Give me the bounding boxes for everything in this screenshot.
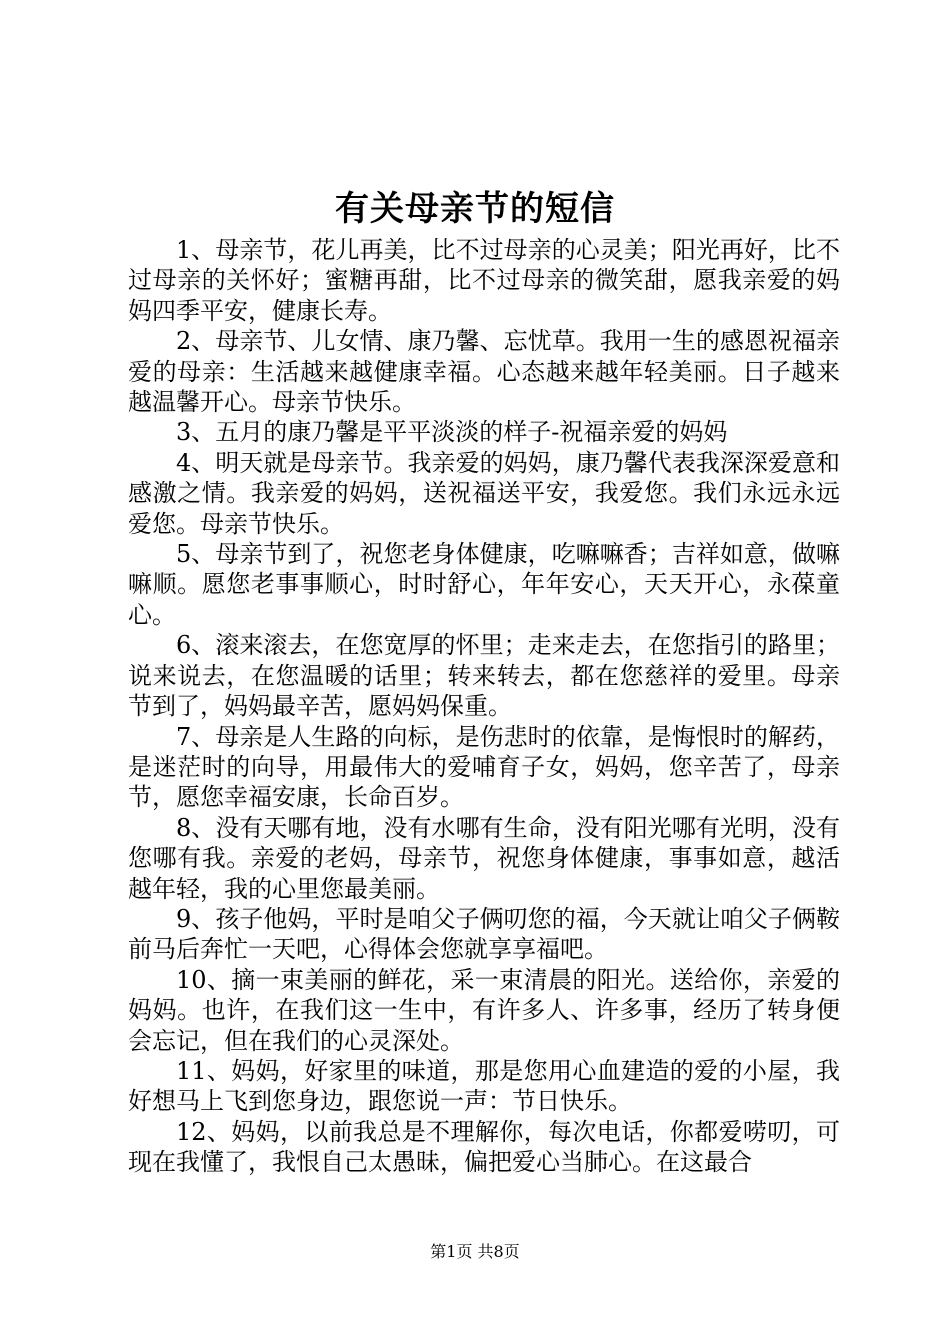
paragraph: 9、孩子他妈，平时是咱父子俩叨您的福，今天就让咱父子俩鞍前马后奔忙一天吧，心得体会您就享享福吧。	[128, 904, 840, 964]
paragraph: 2、母亲节、儿女情、康乃馨、忘忧草。我用一生的感恩祝福亲爱的母亲：生活越来越健康幸福。心态越来越年轻美丽。日子越来越温馨开心。母亲节快乐。	[128, 327, 840, 417]
paragraph: 12、妈妈，以前我总是不理解你，每次电话，你都爱唠叨，可现在我懂了，我恨自己太愚昧，偏把爱心当肺心。在这最合	[128, 1117, 840, 1177]
document-title: 有关母亲节的短信	[335, 189, 615, 229]
paragraph: 6、滚来滚去，在您宽厚的怀里；走来走去，在您指引的路里；说来说去，在您温暖的话里；转来转去，都在您慈祥的爱里。母亲节到了，妈妈最辛苦，愿妈妈保重。	[128, 631, 840, 721]
paragraph: 1、母亲节，花儿再美，比不过母亲的心灵美；阳光再好，比不过母亲的关怀好；蜜糖再甜，比不过母亲的微笑甜，愿我亲爱的妈妈四季平安，健康长寿。	[128, 236, 840, 325]
paragraph: 4、明天就是母亲节。我亲爱的妈妈，康乃馨代表我深深爱意和感激之情。我亲爱的妈妈，送祝福送平安，我爱您。我们永远永远爱您。母亲节快乐。	[128, 448, 840, 538]
paragraph: 7、母亲是人生路的向标，是伤悲时的依靠，是悔恨时的解药，是迷茫时的向导，用最伟大的爱哺育子女，妈妈，您辛苦了，母亲节，愿您幸福安康，长命百岁。	[128, 722, 840, 812]
paragraph: 3、五月的康乃馨是平平淡淡的样子-祝福亲爱的妈妈	[176, 418, 728, 447]
page-number-footer: 第1页 共8页	[430, 1242, 520, 1261]
paragraph: 8、没有天哪有地，没有水哪有生命，没有阳光哪有光明，没有您哪有我。亲爱的老妈，母亲节，祝您身体健康，事事如意，越活越年轻，我的心里您最美丽。	[128, 813, 840, 903]
document-body	[128, 235, 840, 1178]
paragraph: 11、妈妈，好家里的味道，那是您用心血建造的爱的小屋，我好想马上飞到您身边，跟您说一声：节日快乐。	[128, 1056, 840, 1116]
paragraph: 10、摘一束美丽的鲜花，采一束清晨的阳光。送给你，亲爱的妈妈。也许，在我们这一生中，有许多人、许多事，经历了转身便会忘记，但在我们的心灵深处。	[128, 965, 840, 1055]
paragraph: 5、母亲节到了，祝您老身体健康，吃嘛嘛香；吉祥如意，做嘛嘛顺。愿您老事事顺心，时时舒心，年年安心，天天开心，永葆童心。	[128, 540, 840, 629]
